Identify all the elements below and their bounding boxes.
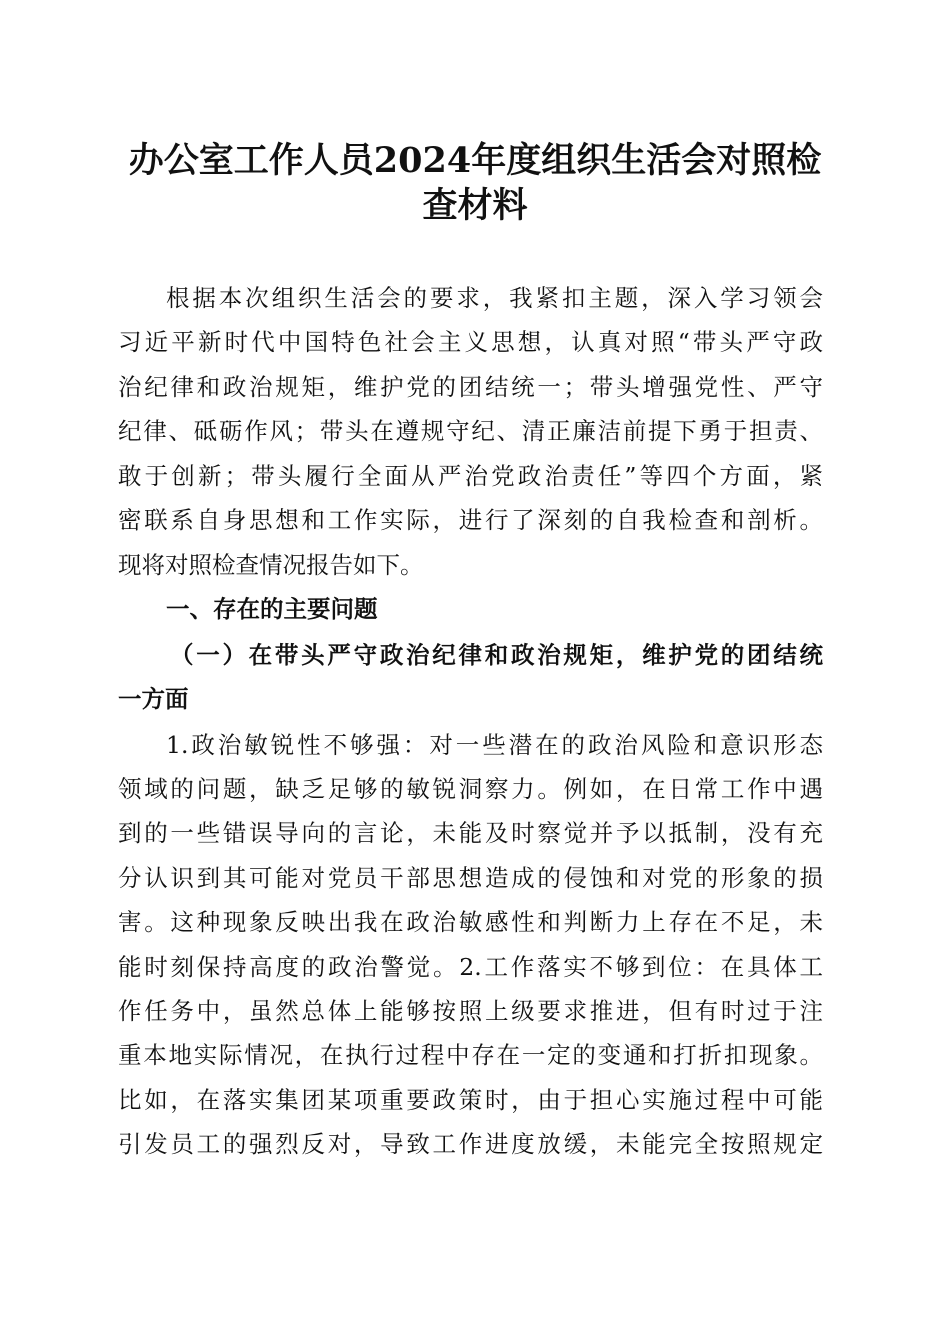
intro-line: 治纪律和政治规矩，维护党的团结统一；带头增强党性、严守: [118, 373, 823, 401]
document-title-line-1: 办公室工作人员2024年度组织生活会对照检: [128, 140, 822, 181]
body-line: 1.政治敏锐性不够强：对一些潜在的政治风险和意识形态: [166, 731, 823, 759]
intro-line: 密联系自身思想和工作实际，进行了深刻的自我检查和剖析。: [118, 506, 823, 534]
subsection-heading: 一方面: [118, 685, 189, 713]
intro-line: 纪律、砥砺作风；带头在遵规守纪、清正廉洁前提下勇于担责、: [118, 417, 823, 445]
body-line: 害。这种现象反映出我在政治敏感性和判断力上存在不足，未: [118, 908, 823, 936]
intro-line: 现将对照检查情况报告如下。: [118, 551, 424, 579]
body-line: 能时刻保持高度的政治警觉。2.工作落实不够到位：在具体工: [118, 953, 823, 981]
body-line: 比如，在落实集团某项重要政策时，由于担心实施过程中可能: [118, 1086, 823, 1114]
intro-line: 根据本次组织生活会的要求，我紧扣主题，深入学习领会: [166, 284, 823, 312]
body-line: 引发员工的强烈反对，导致工作进度放缓，未能完全按照规定: [118, 1130, 823, 1158]
body-line: 作任务中，虽然总体上能够按照上级要求推进，但有时过于注: [118, 997, 823, 1025]
body-line: 到的一些错误导向的言论，未能及时察觉并予以抵制，没有充: [118, 819, 823, 847]
body-line: 领域的问题，缺乏足够的敏锐洞察力。例如，在日常工作中遇: [118, 775, 823, 803]
body-line: 重本地实际情况，在执行过程中存在一定的变通和打折扣现象。: [118, 1041, 823, 1069]
intro-line: 敢于创新；带头履行全面从严治党政治责任”等四个方面，紧: [118, 462, 823, 490]
section-heading: 一、存在的主要问题: [166, 595, 378, 623]
intro-line: 习近平新时代中国特色社会主义思想，认真对照“带头严守政: [118, 328, 823, 356]
subsection-heading: （一）在带头严守政治纪律和政治规矩，维护党的团结统: [170, 641, 823, 669]
document-title-line-2: 查材料: [422, 185, 528, 226]
body-line: 分认识到其可能对党员干部思想造成的侵蚀和对党的形象的损: [118, 864, 823, 892]
